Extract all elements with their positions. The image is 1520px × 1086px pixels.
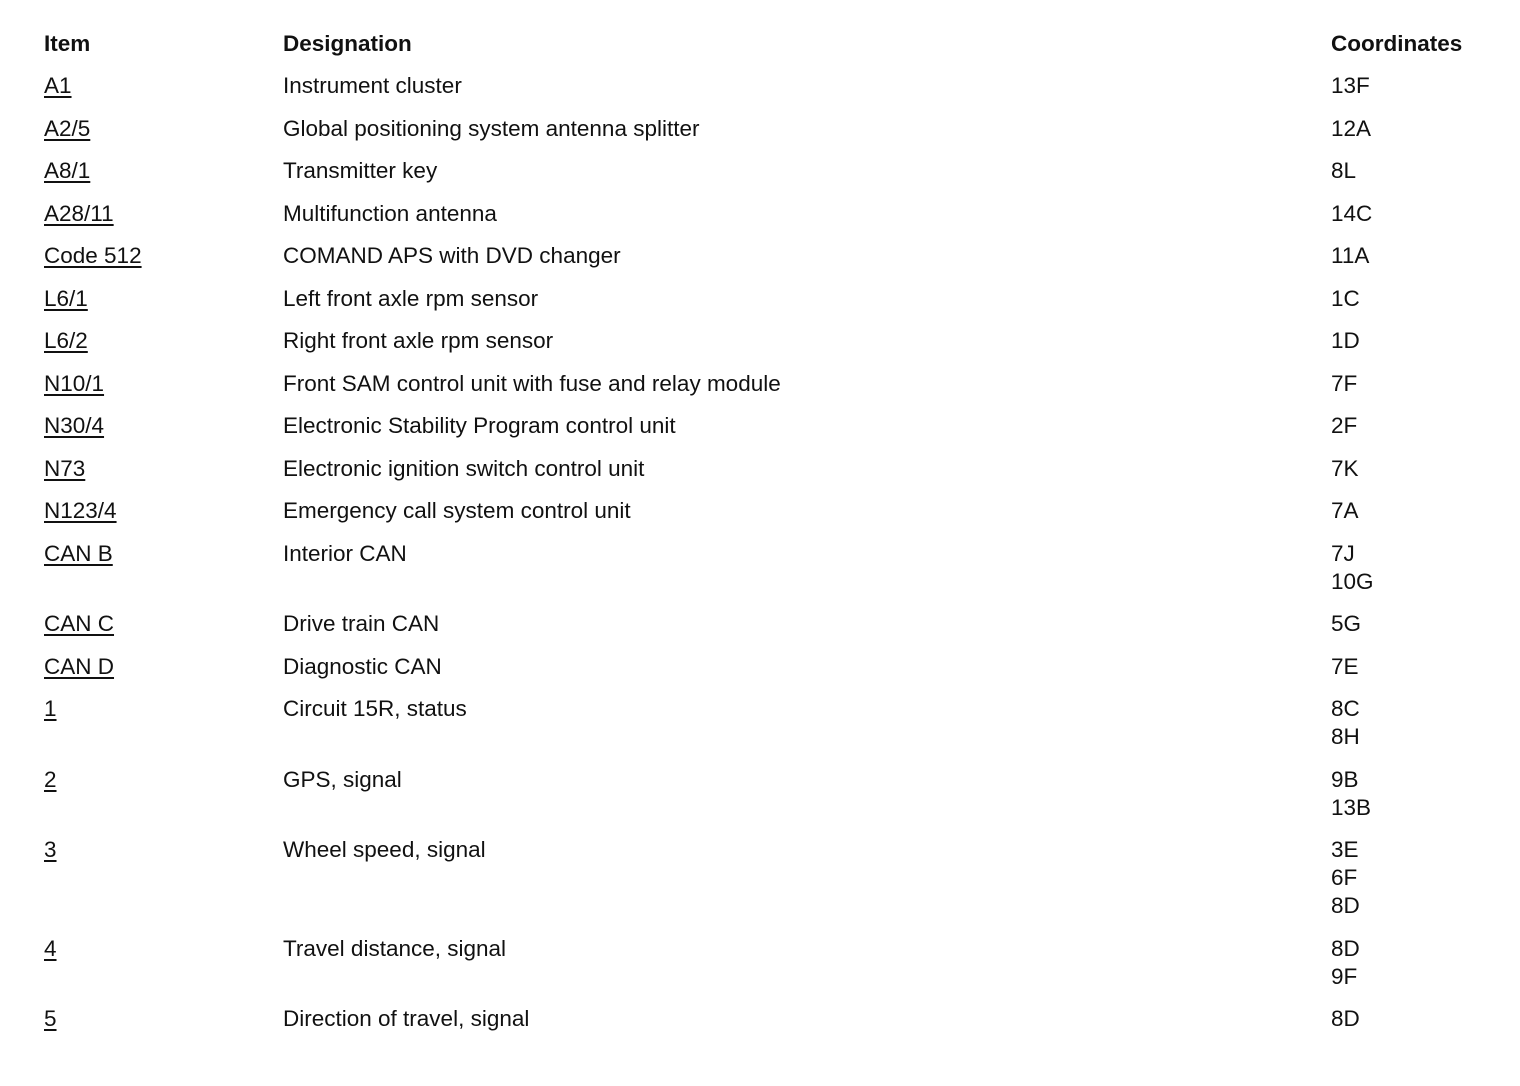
coordinates-cell: [1331, 1005, 1504, 1033]
designation-cell: Circuit 15R, status: [283, 696, 467, 721]
coordinate-value: 8D: [1331, 935, 1360, 961]
coordinate-value: 7E: [1331, 653, 1359, 679]
coordinate-value: 7K: [1331, 455, 1359, 481]
item-cell: [44, 412, 283, 440]
coordinates-cell: [1331, 327, 1504, 355]
item-cell: [44, 157, 283, 185]
coordinate-value: 8D: [1331, 893, 1360, 918]
designation-column-header: Designation: [283, 31, 412, 56]
item-cell: [44, 610, 283, 638]
table-row: [44, 935, 1504, 1006]
designation-cell: Global positioning system antenna splitter: [283, 115, 700, 141]
coordinates-cell: [1331, 115, 1504, 143]
table-row: [44, 72, 1504, 115]
item-link[interactable]: N30/4: [44, 413, 105, 438]
item-cell: [44, 115, 283, 143]
coordinates-cell: [1331, 695, 1504, 751]
item-link[interactable]: 3: [44, 837, 57, 862]
designation-cell: Drive train CAN: [283, 611, 440, 636]
coordinates-cell: [1331, 242, 1504, 270]
item-link[interactable]: L6/1: [44, 285, 88, 311]
item-cell: [44, 1005, 283, 1033]
table-body: [44, 72, 1504, 1048]
item-link[interactable]: 5: [44, 1006, 57, 1031]
item-cell: [44, 497, 283, 525]
item-link[interactable]: Code 512: [44, 243, 142, 268]
coordinate-value: 6F: [1331, 865, 1358, 890]
coordinate-value: 9F: [1331, 963, 1358, 989]
coordinates-cell: [1331, 766, 1504, 822]
item-cell: [44, 695, 283, 723]
item-cell: [44, 935, 283, 963]
item-link[interactable]: A2/5: [44, 115, 91, 141]
item-cell: [44, 200, 283, 228]
table-row: [44, 540, 1504, 611]
item-link[interactable]: L6/2: [44, 328, 88, 353]
legend-table: [44, 30, 1504, 1048]
designation-cell: Multifunction antenna: [283, 200, 497, 226]
item-link[interactable]: A1: [44, 73, 72, 98]
designation-cell: Left front axle rpm sensor: [283, 285, 539, 311]
table-row: [44, 836, 1504, 935]
designation-cell: Interior CAN: [283, 540, 407, 566]
designation-cell: Right front axle rpm sensor: [283, 328, 554, 353]
coordinate-value: 5G: [1331, 611, 1362, 636]
table-row: [44, 610, 1504, 653]
coordinates-cell: [1331, 653, 1504, 681]
item-link[interactable]: CAN C: [44, 611, 115, 636]
coordinates-cell: [1331, 412, 1504, 440]
item-link[interactable]: CAN D: [44, 653, 115, 679]
item-link[interactable]: 4: [44, 935, 57, 961]
coordinate-value: 8C: [1331, 696, 1360, 721]
coordinate-value: 1D: [1331, 328, 1360, 353]
coordinate-value: 13F: [1331, 73, 1370, 98]
designation-cell: Front SAM control unit with fuse and relay module: [283, 370, 781, 396]
item-link[interactable]: A28/11: [44, 200, 114, 226]
coordinate-value: 3E: [1331, 837, 1359, 862]
coordinate-value: 11A: [1331, 243, 1370, 268]
item-link[interactable]: 1: [44, 696, 57, 721]
designation-cell: Electronic ignition switch control unit: [283, 455, 645, 481]
table-row: [44, 370, 1504, 413]
table-row: [44, 285, 1504, 328]
item-link[interactable]: A8/1: [44, 158, 91, 183]
item-cell: [44, 653, 283, 681]
designation-cell: Transmitter key: [283, 158, 438, 183]
table-row: [44, 497, 1504, 540]
coordinates-cell: [1331, 157, 1504, 185]
table-row: [44, 653, 1504, 696]
coordinate-value: 12A: [1331, 115, 1372, 141]
coordinate-value: 13B: [1331, 794, 1372, 820]
item-link[interactable]: N73: [44, 455, 86, 481]
coordinates-cell: [1331, 455, 1504, 483]
coordinates-cell: [1331, 610, 1504, 638]
table-row: [44, 695, 1504, 766]
designation-cell: Electronic Stability Program control unit: [283, 413, 676, 438]
coordinates-cell: [1331, 497, 1504, 525]
item-cell: [44, 72, 283, 100]
coordinates-cell: [1331, 935, 1504, 991]
coordinates-cell: [1331, 836, 1504, 920]
item-link[interactable]: N10/1: [44, 370, 105, 396]
designation-cell: Instrument cluster: [283, 73, 462, 98]
coordinate-value: 7J: [1331, 540, 1355, 566]
designation-cell: GPS, signal: [283, 766, 402, 792]
table-row: [44, 200, 1504, 243]
table-row: [44, 242, 1504, 285]
item-cell: [44, 327, 283, 355]
coordinates-cell: [1331, 200, 1504, 228]
coordinates-cell: [1331, 72, 1504, 100]
coordinate-value: 9B: [1331, 766, 1359, 792]
item-column-header: Item: [44, 31, 91, 56]
item-link[interactable]: CAN B: [44, 540, 113, 566]
coordinate-value: 7F: [1331, 370, 1358, 396]
item-cell: [44, 242, 283, 270]
coordinates-cell: [1331, 540, 1504, 596]
coordinate-value: 14C: [1331, 200, 1373, 226]
table-header: [44, 30, 1504, 72]
coordinates-column-header: Coordinates: [1331, 31, 1463, 56]
coordinates-cell: [1331, 285, 1504, 313]
coordinate-value: 10G: [1331, 568, 1374, 594]
table-row: [44, 1005, 1504, 1048]
coordinate-value: 8H: [1331, 724, 1360, 749]
coordinate-value: 8L: [1331, 158, 1357, 183]
table-row: [44, 412, 1504, 455]
table-row: [44, 115, 1504, 158]
table-row: [44, 455, 1504, 498]
item-link[interactable]: 2: [44, 766, 57, 792]
designation-cell: Direction of travel, signal: [283, 1006, 530, 1031]
designation-cell: Emergency call system control unit: [283, 498, 631, 523]
designation-cell: Wheel speed, signal: [283, 837, 486, 862]
coordinate-value: 7A: [1331, 498, 1359, 523]
table-row: [44, 327, 1504, 370]
designation-cell: Travel distance, signal: [283, 935, 507, 961]
coordinate-value: 2F: [1331, 413, 1358, 438]
item-link[interactable]: N123/4: [44, 498, 117, 523]
coordinates-cell: [1331, 370, 1504, 398]
item-cell: [44, 370, 283, 398]
item-cell: [44, 540, 283, 568]
table-row: [44, 766, 1504, 837]
table-row: [44, 157, 1504, 200]
item-cell: [44, 836, 283, 864]
coordinate-value: 1C: [1331, 285, 1360, 311]
designation-cell: Diagnostic CAN: [283, 653, 442, 679]
coordinate-value: 8D: [1331, 1006, 1360, 1031]
item-cell: [44, 766, 283, 794]
item-cell: [44, 455, 283, 483]
item-cell: [44, 285, 283, 313]
designation-cell: COMAND APS with DVD changer: [283, 243, 621, 268]
